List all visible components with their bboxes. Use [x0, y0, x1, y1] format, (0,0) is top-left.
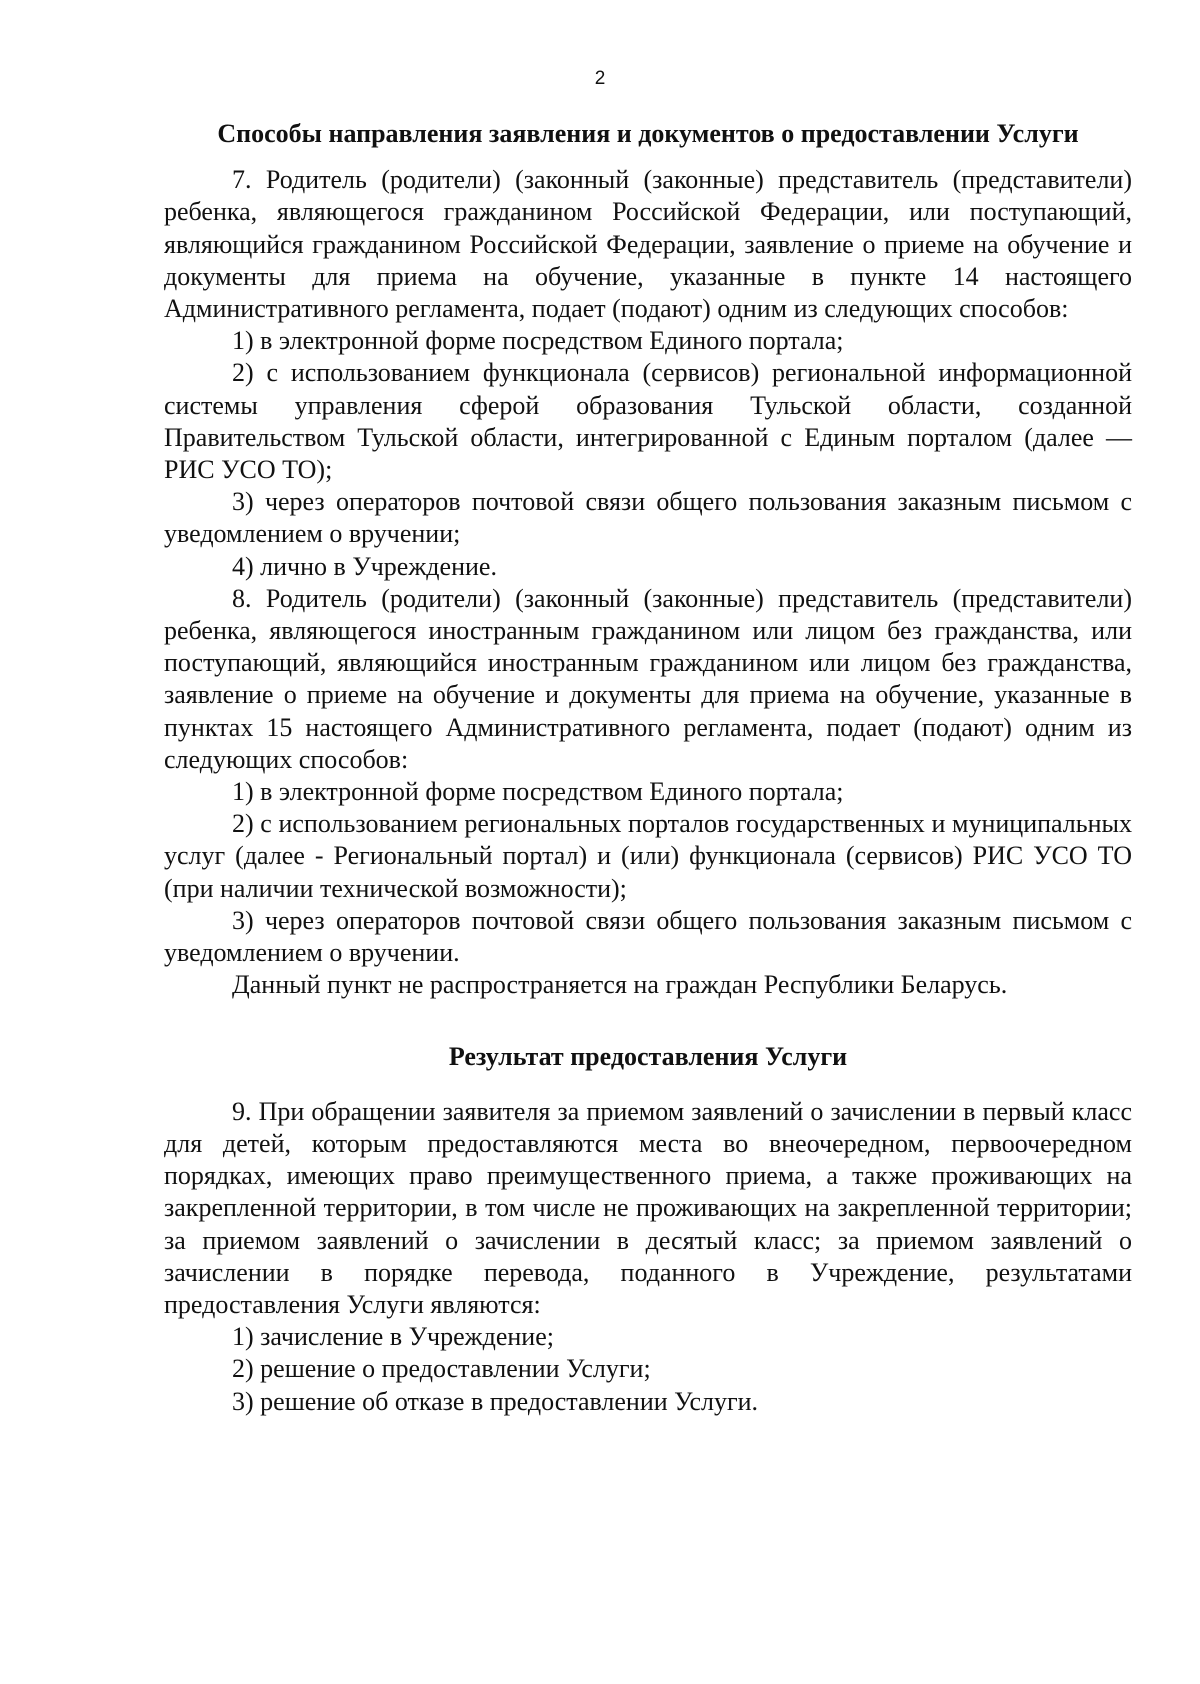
section-heading-submission-methods: Способы направления заявления и документов о предоставлении Услуги	[217, 119, 1079, 148]
paragraph-9-item-3: 3) решение об отказе в предоставлении Услуги.	[232, 1386, 759, 1416]
paragraph-9: 9. При обращении заявителя за приемом заявлений о зачислении в первый класс для детей, которым предоставляются места во внеочередном, первоочередном порядках, имеющих право преимущественного приема, а также проживающих на закрепленной территории, в том числе не проживающих на закрепленной территории; за приемом заявлений о зачислении в десятый класс; за приемом заявлений о зачислении в порядке перевода, поданного в Учреждение, результатами предоставления Услуги являются:	[164, 1096, 1132, 1319]
paragraph-8-note: Данный пункт не распространяется на граждан Республики Беларусь.	[232, 970, 1008, 1000]
page-number: 2	[594, 68, 606, 89]
paragraph-7-item-1: 1) в электронной форме посредством Единого портала;	[232, 326, 844, 356]
paragraph-8-item-1: 1) в электронной форме посредством Единого портала;	[232, 777, 844, 807]
paragraph-8-item-2: 2) с использованием региональных порталов государственных и муниципальных услуг (далее - Региональный портал) и (или) функционала (сервисов) РИС УСО ТО (при наличии технической возможности);	[164, 809, 1132, 903]
paragraph-7-item-3: 3) через операторов почтовой связи общего пользования заказным письмом с уведомлением о вручении;	[164, 487, 1132, 549]
paragraph-9-item-1: 1) зачисление в Учреждение;	[232, 1322, 554, 1352]
paragraph-8: 8. Родитель (родители) (законный (законные) представитель (представители) ребенка, являющегося иностранным гражданином или лицом без гражданства, или поступающий, являющийся иностранным гражданином или лицом без гражданства, заявление о приеме на обучение и документы для приема на обучение, указанные в пунктах 15 настоящего Административного регламента, подает (подают) одним из следующих способов:	[164, 583, 1132, 774]
section-heading-service-result: Результат предоставления Услуги	[448, 1042, 848, 1072]
paragraph-8-item-3: 3) через операторов почтовой связи общего пользования заказным письмом с уведомлением о вручении.	[164, 905, 1132, 968]
paragraph-9-item-2: 2) решение о предоставлении Услуги;	[232, 1354, 651, 1384]
paragraph-7: 7. Родитель (родители) (законный (законные) представитель (представители) ребенка, являющегося гражданином Российской Федерации, или поступающий, являющийся гражданином Российской Федерации, заявление о приеме на обучение и документы для приема на обучение, указанные в пункте 14 настоящего Административного регламента, подает (подают) одним из следующих способов:	[164, 165, 1132, 324]
paragraph-7-item-4: 4) лично в Учреждение.	[232, 551, 497, 581]
document-body	[164, 118, 1132, 1418]
paragraph-7-item-2: 2) с использованием функционала (сервисов) региональной информационной системы управления сферой образования Тульской области, созданной Правительством Тульской области, интегрированной с Единым порталом (далее — РИС УСО ТО);	[164, 358, 1132, 485]
